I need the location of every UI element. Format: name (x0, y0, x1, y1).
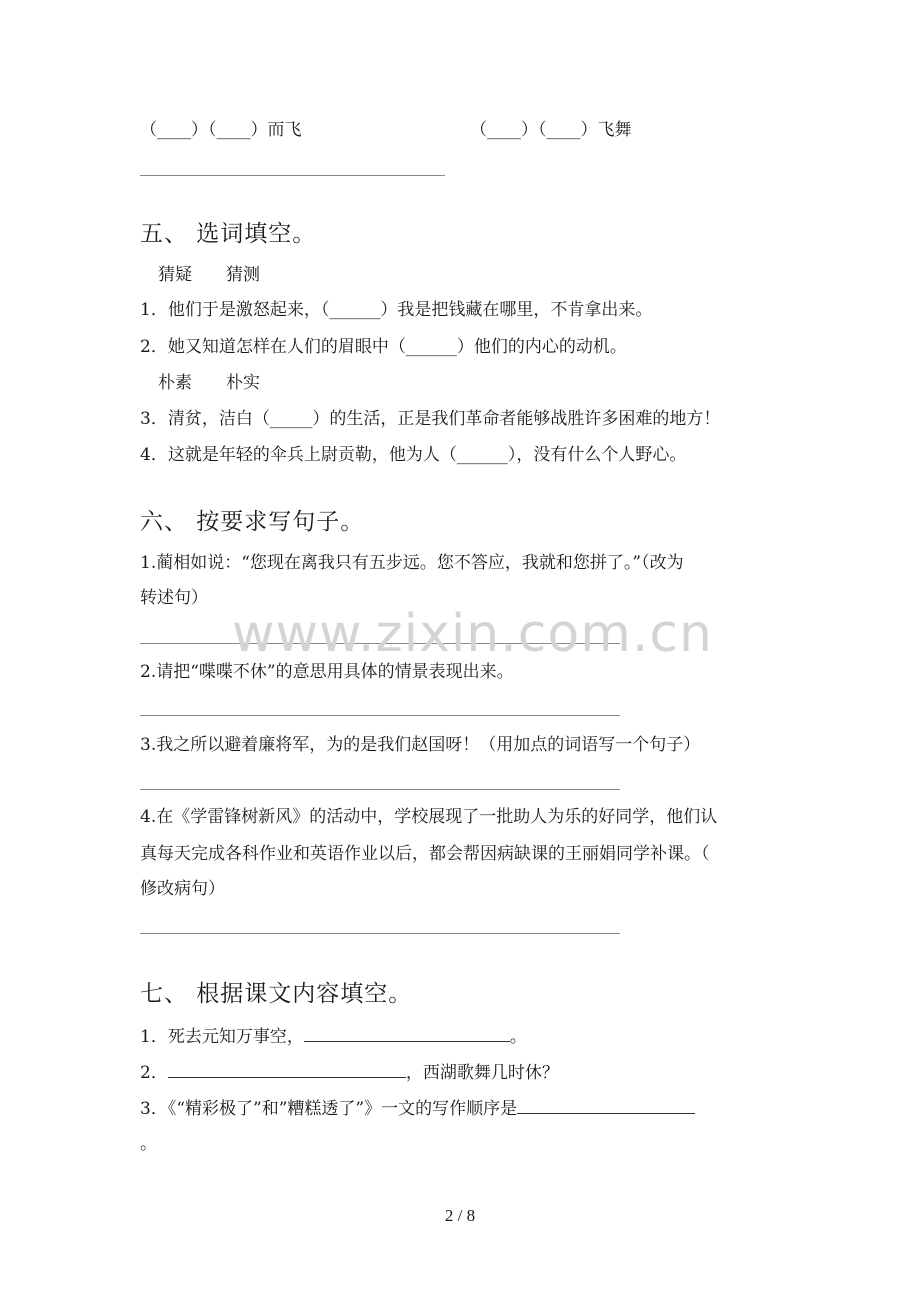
question-5-3: 3．清贫，洁白（_____）的生活，正是我们革命者能够战胜许多困难的地方！ (140, 409, 721, 429)
word-choices-2: 朴素 朴实 (158, 373, 260, 393)
question-6-4-line1: 4.在《学雷锋树新风》的活动中，学校展现了一批助人为乐的好同学，他们认 (140, 807, 718, 827)
answer-line[interactable] (140, 175, 445, 176)
question-7-3 (140, 1097, 695, 1120)
word-choices-1: 猜疑 猜测 (158, 265, 260, 285)
question-7-2-text: ，西湖歌舞几时休？ (405, 1063, 559, 1083)
question-5-2: 2．她又知道怎样在人们的眉眼中（______）他们的内心的动机。 (140, 337, 627, 357)
question-5-4: 4．这就是年轻的伞兵上尉贡勒，他为人（______），没有什么个人野心。 (140, 445, 687, 465)
question-7-3-end: 。 (140, 1134, 157, 1154)
question-7-1-text: 1．死去元知万事空， (140, 1027, 304, 1047)
question-6-2: 2.请把“喋喋不休”的意思用具体的情景表现出来。 (140, 662, 514, 682)
question-7-1 (140, 1025, 527, 1048)
question-6-1-line1: 1.蔺相如说：“您现在离我只有五步远。您不答应，我就和您拼了。”（改为 (140, 553, 684, 573)
watermark: www.zixin.com.cn (232, 604, 713, 664)
fill-item-fei-wu: （____）（____）飞舞 (470, 120, 632, 140)
answer-line[interactable] (140, 715, 620, 716)
answer-blank[interactable] (517, 1097, 695, 1114)
question-5-1: 1．他们于是激怒起来，（______）我是把钱藏在哪里，不肯拿出来。 (140, 300, 653, 320)
section-5-title: 五、 选词填空。 (140, 221, 317, 247)
answer-blank[interactable] (168, 1061, 406, 1078)
question-7-2 (140, 1061, 559, 1084)
question-6-4-line3: 修改病句） (140, 879, 225, 899)
page-number: 2 / 8 (444, 1206, 476, 1225)
section-7-title: 七、 根据课文内容填空。 (140, 981, 413, 1007)
fill-item-er-fei: （____）（____）而飞 (140, 120, 302, 140)
answer-line[interactable] (140, 933, 620, 934)
answer-blank[interactable] (304, 1025, 510, 1042)
question-6-3: 3.我之所以避着廉将军，为的是我们赵国呀！（用加点的词语写一个句子） (140, 735, 701, 755)
question-6-1-line2: 转述句） (140, 588, 208, 608)
section-6-title: 六、 按要求写句子。 (140, 509, 365, 535)
question-7-3-text: 3．《“精彩极了”和”糟糕透了”》一文的写作顺序是 (140, 1099, 518, 1119)
question-7-2-num: 2． (140, 1063, 168, 1083)
answer-line[interactable] (140, 789, 620, 790)
question-7-1-end: 。 (509, 1027, 527, 1047)
question-6-4-line2: 真每天完成各科作业和英语作业以后，都会帮因病缺课的王丽娟同学补课。（ (140, 844, 710, 864)
